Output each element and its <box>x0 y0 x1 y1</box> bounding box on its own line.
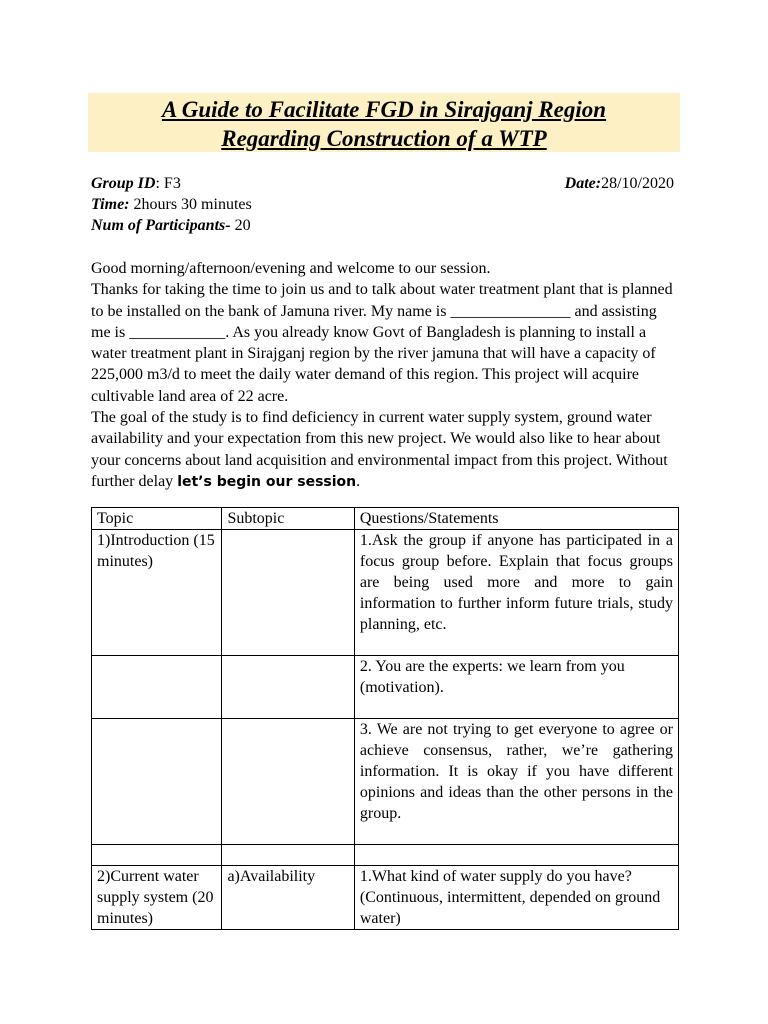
date-value: 28/10/2020 <box>601 175 674 192</box>
fgd-guide-table <box>91 507 679 930</box>
cell-topic <box>92 845 222 866</box>
date-label: Date: <box>564 175 602 192</box>
table-row <box>92 866 679 930</box>
cell-subtopic <box>222 719 354 845</box>
table-row <box>92 719 679 845</box>
intro-text <box>91 258 676 493</box>
intro-paragraph-1: Thanks for taking the time to join us and to talk about water treatment plant that is planned to be installed on the bank of Jamuna river. My name is _______________ and assisting me is ____________. As you already know Govt of Bangladesh is planning to install a water treatment plant in Sirajganj region by the river jamuna that will have a capacity of 225,000 m3/d to meet the daily water demand of this region. This project will acquire cultivable land area of 22 acre. <box>91 281 673 405</box>
intro-paragraph-2 <box>91 407 676 493</box>
cell-question <box>354 845 678 866</box>
cell-question: 1.Ask the group if anyone has participated in a focus group before. Explain that focus groups are being used more and more to gain information to further inform future trials, study planning, etc. <box>354 530 678 656</box>
cell-topic: 1)Introduction (15 minutes) <box>92 530 222 656</box>
participants-label: Num of Participants- <box>91 217 231 234</box>
cell-subtopic <box>222 656 354 719</box>
group-id-label: Group ID <box>91 175 156 192</box>
date-field <box>565 173 674 194</box>
group-id-row <box>91 173 677 194</box>
document-title <box>88 93 680 152</box>
time-row <box>91 194 677 215</box>
header-topic: Topic <box>92 508 222 530</box>
begin-session-text: let’s begin our session <box>177 473 357 490</box>
cell-question: 2. You are the experts: we learn from you (motivation). <box>354 656 678 719</box>
table-row <box>92 656 679 719</box>
cell-question: 1.What kind of water supply do you have? (Continuous, intermittent, depended on ground water) <box>354 866 678 930</box>
cell-topic <box>92 656 222 719</box>
intro-paragraph-2-end: . <box>356 472 361 490</box>
title-line-2: Regarding Construction of a WTP <box>221 126 547 151</box>
cell-question: 3. We are not trying to get everyone to agree or achieve consensus, rather, we’re gathering information. It is okay if you have different opinions and ideas than the other persons in the group. <box>354 719 678 845</box>
table-header-row <box>92 508 679 530</box>
group-id-value: : F3 <box>155 175 181 192</box>
time-label: Time: <box>91 196 130 213</box>
cell-topic: 2)Current water supply system (20 minutes) <box>92 866 222 930</box>
time-value: 2hours 30 minutes <box>129 196 252 213</box>
table-row <box>92 845 679 866</box>
cell-topic <box>92 719 222 845</box>
greeting-paragraph: Good morning/afternoon/evening and welcome to our session. <box>91 260 491 277</box>
cell-subtopic <box>222 530 354 656</box>
header-questions: Questions/Statements <box>354 508 678 530</box>
table-row <box>92 530 679 656</box>
participants-row <box>91 215 677 236</box>
participants-value: 20 <box>230 217 251 234</box>
title-line-1: A Guide to Facilitate FGD in Sirajganj Region <box>161 97 607 122</box>
cell-subtopic <box>222 845 354 866</box>
header-subtopic: Subtopic <box>222 508 354 530</box>
cell-subtopic: a)Availability <box>222 866 354 930</box>
intro-paragraph-2-text: The goal of the study is to find deficiency in current water supply system, ground water availability and your expectation from this new project. We would also like to hear about your concerns about land acquisition and environmental impact from this project. Without further delay <box>91 409 668 490</box>
